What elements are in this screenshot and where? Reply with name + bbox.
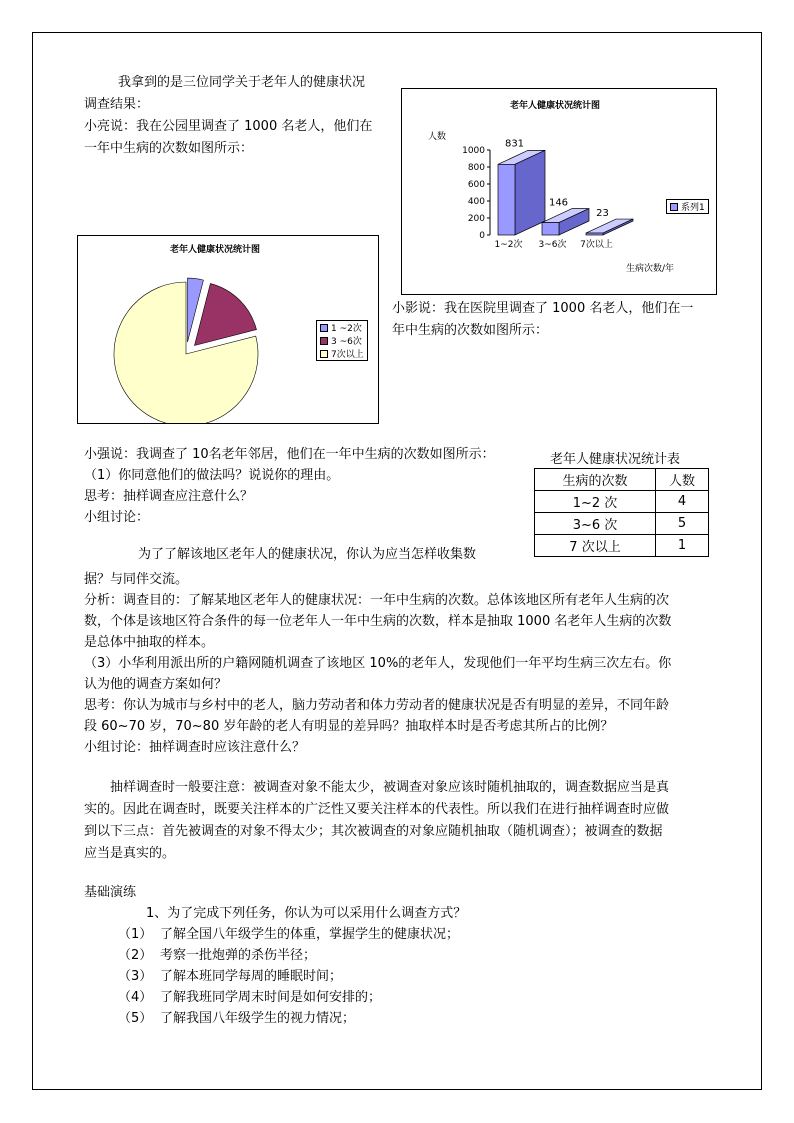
para1-line-1: 为了了解该地区老年人的健康状况，你认为应当怎样收集数 (138, 547, 477, 562)
y-tick-label: 0 (479, 231, 485, 241)
item-text: 考察一批炮弹的杀伤半径； (160, 948, 317, 963)
legend-label: 1 ~2次 (331, 324, 362, 334)
bar (586, 233, 603, 235)
summary-line-4: 应当是真实的。 (84, 846, 176, 861)
bar-chart-title: 老年人健康状况统计图 (510, 101, 601, 111)
think2-line-1: 思考：你认为城市与乡村中的老人，脑力劳动者和体力劳动者的健康状况是否有明显的差异，不同年龄 (84, 698, 670, 713)
bar-chart-plot (402, 89, 716, 294)
x-tick-label: 1~2次 (494, 240, 523, 250)
item-num: （4） (118, 990, 153, 1005)
x-tick-label: 7次以上 (580, 240, 613, 250)
table-header: 生病的次数 (535, 469, 656, 491)
table-row (535, 513, 709, 535)
bar-data-label: 831 (504, 138, 525, 150)
basics-heading: 基础演练 (84, 885, 137, 900)
q3-line-1: （3）小华利用派出所的户籍网随机调查了该地区 10%的老年人，发现他们一年平均生病三次左右。你 (84, 656, 672, 671)
table-cell: 1~2 次 (535, 491, 656, 513)
bar-data-label: 146 (548, 197, 569, 209)
summary-line-1: 抽样调查时一般要注意：被调查对象不能太少，被调查对象应该时随机抽取的，调查数据应当是真 (110, 780, 670, 795)
bar (542, 223, 559, 235)
group-discussion-1: 小组讨论： (84, 510, 150, 525)
xiaoying-line-1: 小影说：我在医院里调查了 1000 名老人，他们在一 (392, 301, 694, 316)
x-tick-label: 3~6次 (538, 240, 567, 250)
think-1: 思考：抽样调查应注意什么？ (84, 489, 254, 504)
analysis-line-1: 分析：调查目的：了解某地区老年人的健康状况：一年中生病的次数。总体该地区所有老年人生病的次 (84, 593, 670, 608)
item-text: 了解本班同学每周的睡眠时间； (160, 969, 343, 984)
item-text: 了解我班同学周末时间是如何安排的； (160, 990, 382, 1005)
bar-data-label: 23 (596, 208, 609, 220)
summary-line-2: 实的。因此在调查时，既要关注样本的广泛性又要关注样本的代表性。所以我们在进行抽样调查时应做 (84, 802, 670, 817)
legend-swatch (320, 337, 328, 345)
legend-label: 7次以上 (331, 350, 364, 360)
pie-slice (194, 284, 256, 346)
bar-chart-xlabel: 生病次数/年 (626, 264, 675, 274)
bar-side (515, 150, 545, 235)
group-discussion-2: 小组讨论：抽样调查时应该注意什么？ (84, 740, 306, 755)
pie-chart-legend (316, 320, 368, 361)
y-tick-label: 1000 (462, 146, 485, 156)
item-num: （1） (118, 927, 153, 942)
summary-line-3: 到以下三点：首先被调查的对象不得太少；其次被调查的对象应随机抽取（随机调查）；被调查的数据 (84, 824, 663, 839)
table-header: 人数 (656, 469, 709, 491)
legend-label: 3 ~6次 (331, 337, 362, 347)
bar-chart-legend (666, 199, 709, 214)
intro-line-1: 我拿到的是三位同学关于老年人的健康状况 (118, 75, 366, 90)
item-text: 了解我国八年级学生的视力情况； (160, 1011, 356, 1026)
q3-line-2: 认为他的调查方案如何？ (84, 677, 228, 692)
item-num: （2） (118, 948, 153, 963)
y-tick-label: 200 (467, 214, 485, 224)
table-cell: 4 (656, 491, 709, 513)
intro-line-2: 调查结果： (84, 97, 150, 112)
y-tick-label: 600 (467, 180, 485, 190)
table-cell: 7 次以上 (535, 535, 656, 557)
y-tick-label: 800 (467, 163, 485, 173)
table-title: 老年人健康状况统计表 (550, 452, 681, 467)
para1-line-2: 据？与同伴交流。 (84, 572, 189, 587)
table-header-row (535, 469, 709, 491)
bar-chart (401, 88, 717, 295)
think2-line-2: 段 60~70 岁，70~80 岁年龄的老人有明显的差异吗？抽取样本时是否考虑其所占的比例？ (84, 719, 614, 734)
table-cell: 5 (656, 513, 709, 535)
intro-line-4: 一年中生病的次数如图所示： (84, 141, 254, 156)
item-text: 了解全国八年级学生的体重，掌握学生的健康状况； (160, 927, 460, 942)
basics-question: 1、为了完成下列任务，你认为可以采用什么调查方式？ (146, 906, 467, 921)
table-cell: 1 (656, 535, 709, 557)
table-cell: 3~6 次 (535, 513, 656, 535)
bar-chart-ylabel: 人数 (428, 132, 447, 142)
analysis-line-3: 是总体中抽取的样本。 (84, 635, 215, 650)
bar (498, 164, 515, 235)
legend-label: 系列1 (681, 203, 705, 213)
xiaoying-line-2: 年中生病的次数如图所示： (392, 323, 549, 338)
y-tick-label: 400 (467, 197, 485, 207)
table-row (535, 535, 709, 557)
legend-swatch (670, 203, 678, 211)
intro-line-3: 小亮说：我在公园里调查了 1000 名老人，他们在 (84, 119, 373, 134)
item-num: （3） (118, 969, 153, 984)
xiaoqiang-text: 小强说：我调查了 10名老年邻居，他们在一年中生病的次数如图所示： (84, 447, 495, 462)
question-1: （1）你同意他们的做法吗？说说你的理由。 (84, 468, 340, 483)
legend-swatch (320, 324, 328, 332)
analysis-line-2: 数，个体是该地区符合条件的每一位老年人一年中生病的次数，样本是抽取 1000 名老年人生病的次数 (84, 614, 672, 629)
item-num: （5） (118, 1011, 153, 1026)
health-table (534, 468, 709, 557)
pie-chart (77, 235, 379, 424)
pie-chart-title: 老年人健康状况统计图 (170, 245, 261, 255)
legend-swatch (320, 350, 328, 358)
table-row (535, 491, 709, 513)
